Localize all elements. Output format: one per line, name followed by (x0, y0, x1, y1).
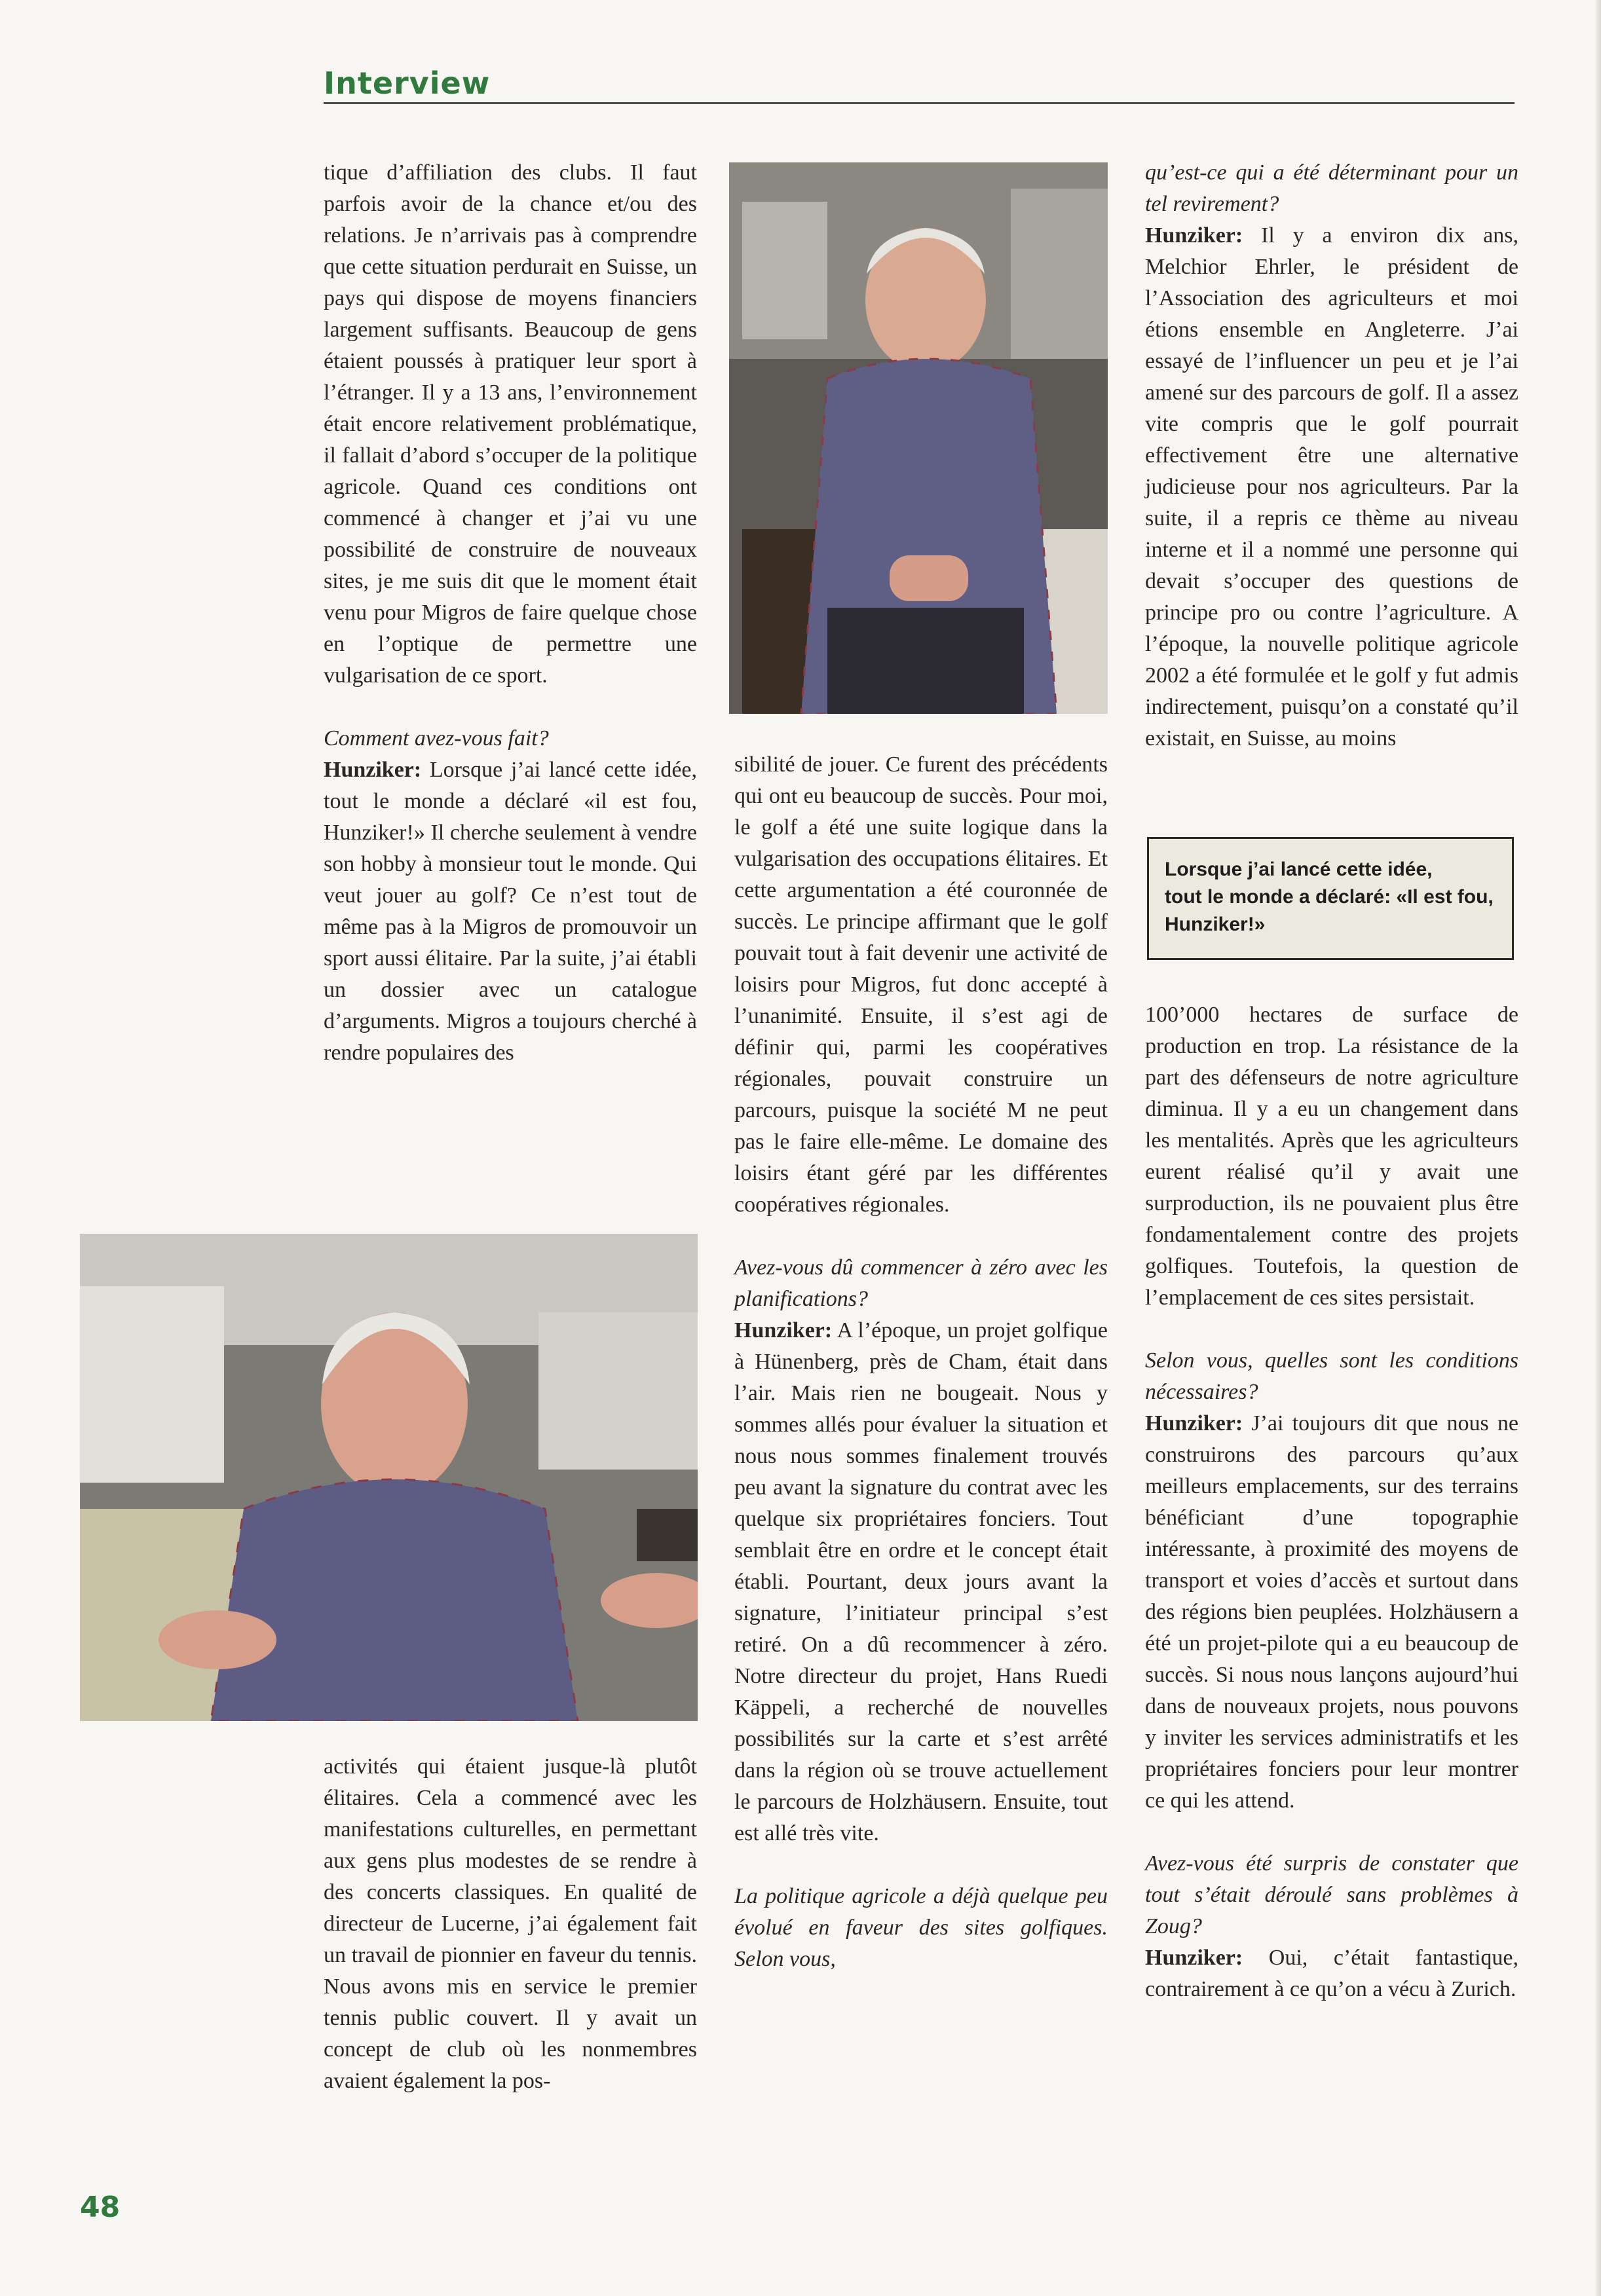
pull-quote (1147, 837, 1514, 960)
body-paragraph: 100’000 hectares de surface de production en trop. La résistance de la part des défenseurs de notre agriculture diminua. Il y a eu un changement dans les mentalités. Après que les agriculteurs eurent réalisé qu’il y avait une surproduction, ils ne pouvaient plus être fondamentalement contre des projets golfiques. Toutefois, la question de l’emplacement de ces sites persistait. (1145, 1003, 1518, 1310)
section-label: Interview (324, 65, 491, 101)
answer-text: Oui, c’était fantastique, contrairement à ce qu’on a vécu à Zurich. (1145, 1946, 1518, 2001)
paragraph-gap (1145, 1314, 1518, 1345)
column-3-bottom (1145, 999, 1518, 2005)
speaker-name: Hunziker: (734, 1318, 833, 1342)
body-paragraph: sibilité de jouer. Ce furent des précédents qui ont eu beaucoup de succès. Pour moi, le golf a été une suite logique dans la vulgarisation des occupations élitaires. Et cette argumentation a été couronnée de succès. Le principe affirmant que le golf pouvait tout à fait devenir une activité de loisirs pour Migros, fut donc accepté à l’unanimité. Ensuite, il s’est agi de définir qui, parmi les coopératives régionales, pouvait construire un parcours, puisque la société M ne peut pas le faire elle-même. Le domaine des loisirs étant géré par les différentes coopératives régionales. (734, 752, 1108, 1217)
interview-answer (324, 754, 697, 1069)
pull-quote-line: tout le monde a déclaré: «Il est fou, (1165, 886, 1494, 908)
body-paragraph: activités qui étaient jusque-là plutôt élitaires. Cela a commencé avec les manifestations culturelles, en permettant aux gens plus modestes de se rendre à des concerts classiques. En qualité de directeur de Lucerne, j’ai également fait un travail de pionnier en faveur du tennis. Nous avons mis en service le premier tennis public couvert. Il y avait un concept de club où les nonmembres avaient également la pos- (324, 1754, 697, 2093)
interview-answer (1145, 220, 1518, 754)
photo-man-shrugging (80, 1234, 698, 1721)
interview-answer (1145, 1942, 1518, 2005)
scan-edge (1594, 0, 1601, 2296)
interview-question: Avez-vous dû commencer à zéro avec les planifications? (734, 1255, 1108, 1311)
speaker-name: Hunziker: (1145, 1946, 1243, 1970)
pull-quote-line: Lorsque j’ai lancé cette idée, (1165, 859, 1433, 880)
paragraph-gap (734, 1221, 1108, 1252)
interview-question: qu’est-ce qui a été déterminant pour un tel revirement? (1145, 160, 1518, 216)
speaker-name: Hunziker: (1145, 223, 1243, 248)
answer-text: A l’époque, un projet golfique à Hünenberg, près de Cham, était dans l’air. Mais rien ne bougeait. Nous y sommes allés pour évaluer la situation et nous nous sommes finalement trouvés peu avant la signature du contrat avec les quelque six propriétaires fonciers. Tout semblait être en ordre et le concept était établi. Pourtant, deux jours avant la signature, l’initiateur principal s’est retiré. On a dû recommencer à zéro. Notre directeur du projet, Hans Ruedi Käppeli, a recherché de nouvelles possibilités sur la carte et s’est arrêté dans la région où se trouve actuellement le parcours de Holzhäusern. Ensuite, tout est allé très vite. (734, 1318, 1108, 1845)
interview-question: Avez-vous été surpris de constater que tout s’était déroulé sans problèmes à Zoug? (1145, 1851, 1518, 1938)
interview-question: Comment avez-vous fait? (324, 726, 549, 750)
interview-answer (734, 1315, 1108, 1849)
pull-quote-line: Hunziker!» (1165, 914, 1266, 935)
answer-text: J’ai toujours dit que nous ne construirons des parcours qu’aux meilleurs emplacements, sur des terrains bénéficiant d’une topographie intéressante, à proximité des moyens de transport et voies d’accès et surtout dans des régions bien peuplées. Holzhäusern a été un projet-pilote qui a eu beaucoup de succès. Si nous nous lançons aujourd’hui dans de nouveaux projets, nous pouvons y inviter les services administratifs et les propriétaires fonciers pour leur montrer ce qui les attend. (1145, 1411, 1518, 1813)
paragraph-gap (324, 692, 697, 723)
column-2 (734, 749, 1108, 1975)
column-3-top (1145, 157, 1518, 754)
column-1-bottom (324, 1751, 697, 2097)
page-number: 48 (80, 2191, 121, 2224)
answer-text: Il y a environ dix ans, Melchior Ehrler, le président de l’Association des agriculteurs et moi étions ensemble en Angleterre. J’ai essayé de l’influencer un peu et je l’ai amené sur des parcours de golf. Il a assez vite compris que le golf pourrait effectivement être une alternative judicieuse pour nos agriculteurs. Par la suite, il a repris ce thème au niveau interne et il a nommé une personne qui devait s’occuper des questions de principe pro ou contre l’agriculture. A l’époque, la nouvelle politique agricole 2002 a été formulée et le golf y fut admis indirectement, puisqu’on a constaté qu’il existait, en Suisse, au moins (1145, 223, 1518, 750)
photo-man-seated-portrait (729, 162, 1108, 714)
interview-question: Selon vous, quelles sont les conditions nécessaires? (1145, 1348, 1518, 1404)
body-paragraph: tique d’affiliation des clubs. Il faut parfois avoir de la chance et/ou des relations. Je n’arrivais pas à comprendre que cette situation perdurait en Suisse, un pays qui dispose de moyens financiers largement suffisants. Beaucoup de gens étaient poussés à pratiquer leur sport à l’étranger. Il y a 13 ans, l’environnement était encore relativement problématique, il fallait d’abord s’occuper de la politique agricole. Quand ces conditions ont commencé à changer et j’ai vu une possibilité de construire de nouveaux sites, je me suis dit que le moment était venu pour Migros de faire quelque chose en l’optique de permettre une vulgarisation de ce sport. (324, 160, 697, 688)
interview-answer (1145, 1408, 1518, 1817)
interview-question: La politique agricole a déjà quelque peu évolué en faveur des sites golfiques. Selon vous, (734, 1884, 1108, 1971)
answer-text: Lorsque j’ai lancé cette idée, tout le monde a déclaré «il est fou, Hunziker!» Il cherche seulement à vendre son hobby à monsieur tout le monde. Qui veut jouer au golf? Ce n’est tout de même pas à la Migros de promouvoir un sport aussi élitaire. Par la suite, j’ai établi un dossier avec un catalogue d’arguments. Migros a toujours cherché à rendre populaires des (324, 758, 697, 1065)
column-1-top (324, 157, 697, 1069)
paragraph-gap (1145, 1817, 1518, 1848)
speaker-name: Hunziker: (324, 758, 422, 782)
header-rule (324, 102, 1515, 104)
paragraph-gap (734, 1849, 1108, 1881)
speaker-name: Hunziker: (1145, 1411, 1243, 1435)
